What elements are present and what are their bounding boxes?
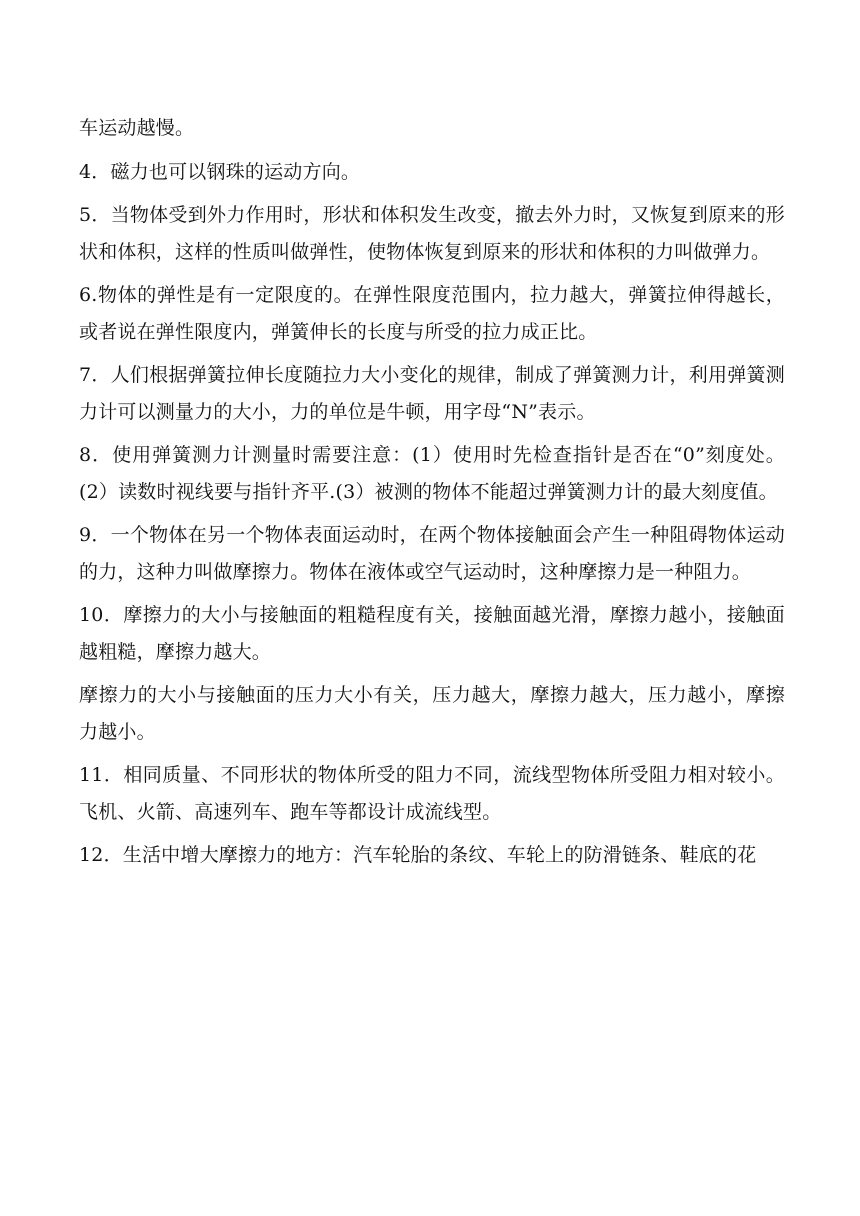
- paragraph-item-8: 8．使用弹簧测力计测量时需要注意：(1）使用时先检查指针是否在“0”刻度处。(2）读数时视线要与指针齐平.(3）被测的物体不能超过弹簧测力计的最大刻度值。: [79, 444, 785, 503]
- paragraph-item-11: 11．相同质量、不同形状的物体所受的阻力不同，流线型物体所受阻力相对较小。飞机、火箭、高速列车、跑车等都设计成流线型。: [79, 764, 785, 823]
- paragraph-item-5: 5．当物体受到外力作用时，形状和体积发生改变，撤去外力时，又恢复到原来的形状和体积，这样的性质叫做弹性，使物体恢复到原来的形状和体积的力叫做弹力。: [79, 204, 785, 263]
- paragraph-item-4: 4．磁力也可以钢珠的运动方向。: [79, 160, 361, 183]
- document-page: [79, 110, 785, 881]
- paragraph-item-9: 9．一个物体在另一个物体表面运动时，在两个物体接触面会产生一种阻碍物体运动的力，这种力叫做摩擦力。物体在液体或空气运动时，这种摩擦力是一种阻力。: [79, 524, 785, 583]
- paragraph-item-10: 10．摩擦力的大小与接触面的粗糙程度有关，接触面越光滑，摩擦力越小，接触面越粗糙，摩擦力越大。: [79, 604, 785, 663]
- paragraph-continuation: 车运动越慢。: [79, 117, 195, 139]
- paragraph-item-6: 6.物体的弹性是有一定限度的。在弹性限度范围内，拉力越大，弹簧拉伸得越长，或者说在弹性限度内，弹簧伸长的长度与所受的拉力成正比。: [79, 284, 785, 343]
- paragraph-item-12: 12．生活中增大摩擦力的地方：汽车轮胎的条纹、车轮上的防滑链条、鞋底的花: [79, 844, 757, 866]
- paragraph-item-7: 7．人们根据弹簧拉伸长度随拉力大小变化的规律，制成了弹簧测力计，利用弹簧测力计可以测量力的大小，力的单位是牛顿，用字母“N”表示。: [79, 364, 785, 423]
- paragraph-item-10-extra: 摩擦力的大小与接触面的压力大小有关，压力越大，摩擦力越大，压力越小，摩擦力越小。: [79, 684, 785, 743]
